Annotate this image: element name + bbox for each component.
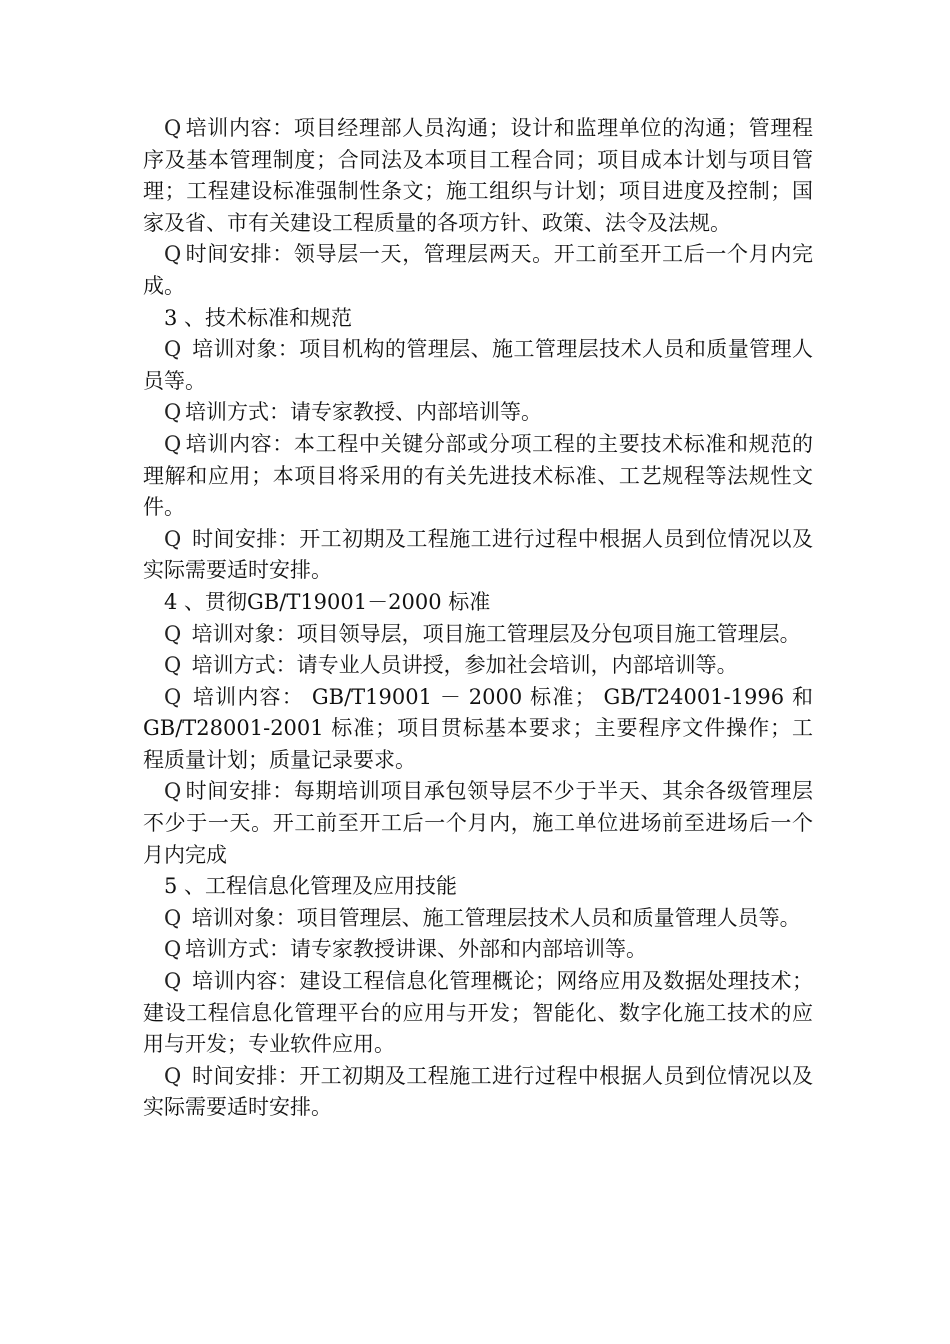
paragraph-text: 培训内容：本工程中关键分部或分项工程的主要技术标准和规范的理解和应用；本项目将采用的有关先进技术标准、工艺规程等法规性文件。 [143, 431, 813, 520]
paragraph [143, 1061, 813, 1124]
paragraph-text: 培训对象：项目机构的管理层、施工管理层技术人员和质量管理人员等。 [143, 337, 813, 393]
section-heading: 3 、技术标准和规范 [164, 305, 353, 330]
paragraph [143, 776, 813, 871]
paragraph-text: 培训对象：项目领导层，项目施工管理层及分包项目施工管理层。 [185, 621, 801, 646]
bullet-icon: Q [164, 431, 182, 456]
paragraph [143, 524, 813, 587]
paragraph-text: 培训内容：项目经理部人员沟通；设计和监理单位的沟通；管理程序及基本管理制度；合同法及本项目工程合同；项目成本计划与项目管理；工程建设标准强制性条文；施工组织与计划；项目进度及控制；国家及省、市有关建设工程质量的各项方针、政策、法令及法规。 [143, 116, 813, 235]
paragraph [143, 934, 813, 966]
bullet-icon: Q [164, 116, 182, 140]
paragraph [143, 966, 813, 1061]
bullet-icon: Q [164, 621, 182, 646]
paragraph [143, 903, 813, 935]
paragraph-text: 培训对象：项目管理层、施工管理层技术人员和质量管理人员等。 [185, 905, 801, 930]
bullet-icon: Q [164, 937, 182, 962]
bullet-icon: Q [164, 400, 182, 425]
paragraph-text: 培训内容： GB/T19001 － 2000 标准； GB/T24001-1996 和 GB/T28001-2001 标准；项目贯标基本要求；主要程序文件操作；工程质量计划；质量记录要求。 [143, 684, 813, 772]
section-heading: 4 、贯彻GB/T19001－2000 标准 [164, 589, 491, 614]
paragraph-text: 时间安排：开工初期及工程施工进行过程中根据人员到位情况以及实际需要适时安排。 [143, 526, 813, 583]
paragraph [143, 650, 813, 682]
paragraph [143, 619, 813, 651]
bullet-icon: Q [164, 526, 182, 551]
paragraph-text: 时间安排：每期培训项目承包领导层不少于半天、其余各级管理层不少于一天。开工前至开工后一个月内，施工单位进场前至进场后一个月内完成 [143, 779, 813, 867]
section-heading: 5 、工程信息化管理及应用技能 [164, 874, 458, 899]
paragraph [143, 239, 813, 302]
bullet-icon: Q [164, 905, 182, 930]
paragraph [143, 334, 813, 397]
paragraph-text: 时间安排：领导层一天，管理层两天。开工前至开工后一个月内完成。 [143, 242, 813, 298]
paragraph-text: 培训方式：请专家教授讲课、外部和内部培训等。 [185, 937, 647, 962]
bullet-icon: Q [164, 242, 182, 267]
paragraph [143, 682, 813, 777]
paragraph [143, 113, 813, 239]
document-body [143, 113, 813, 1124]
bullet-icon: Q [164, 337, 182, 362]
bullet-icon: Q [164, 1063, 182, 1088]
paragraph-text: 培训方式：请专业人员讲授，参加社会培训，内部培训等。 [185, 653, 738, 678]
paragraph [143, 397, 813, 429]
bullet-icon: Q [164, 969, 182, 994]
bullet-icon: Q [164, 684, 182, 709]
bullet-icon: Q [164, 779, 182, 804]
paragraph-text: 培训内容：建设工程信息化管理概论；网络应用及数据处理技术；建设工程信息化管理平台的应用与开发；智能化、数字化施工技术的应用与开发；专业软件应用。 [143, 969, 813, 1057]
paragraph-text: 时间安排：开工初期及工程施工进行过程中根据人员到位情况以及实际需要适时安排。 [143, 1063, 813, 1120]
paragraph-text: 培训方式：请专家教授、内部培训等。 [185, 400, 542, 425]
paragraph [143, 429, 813, 524]
bullet-icon: Q [164, 653, 182, 678]
